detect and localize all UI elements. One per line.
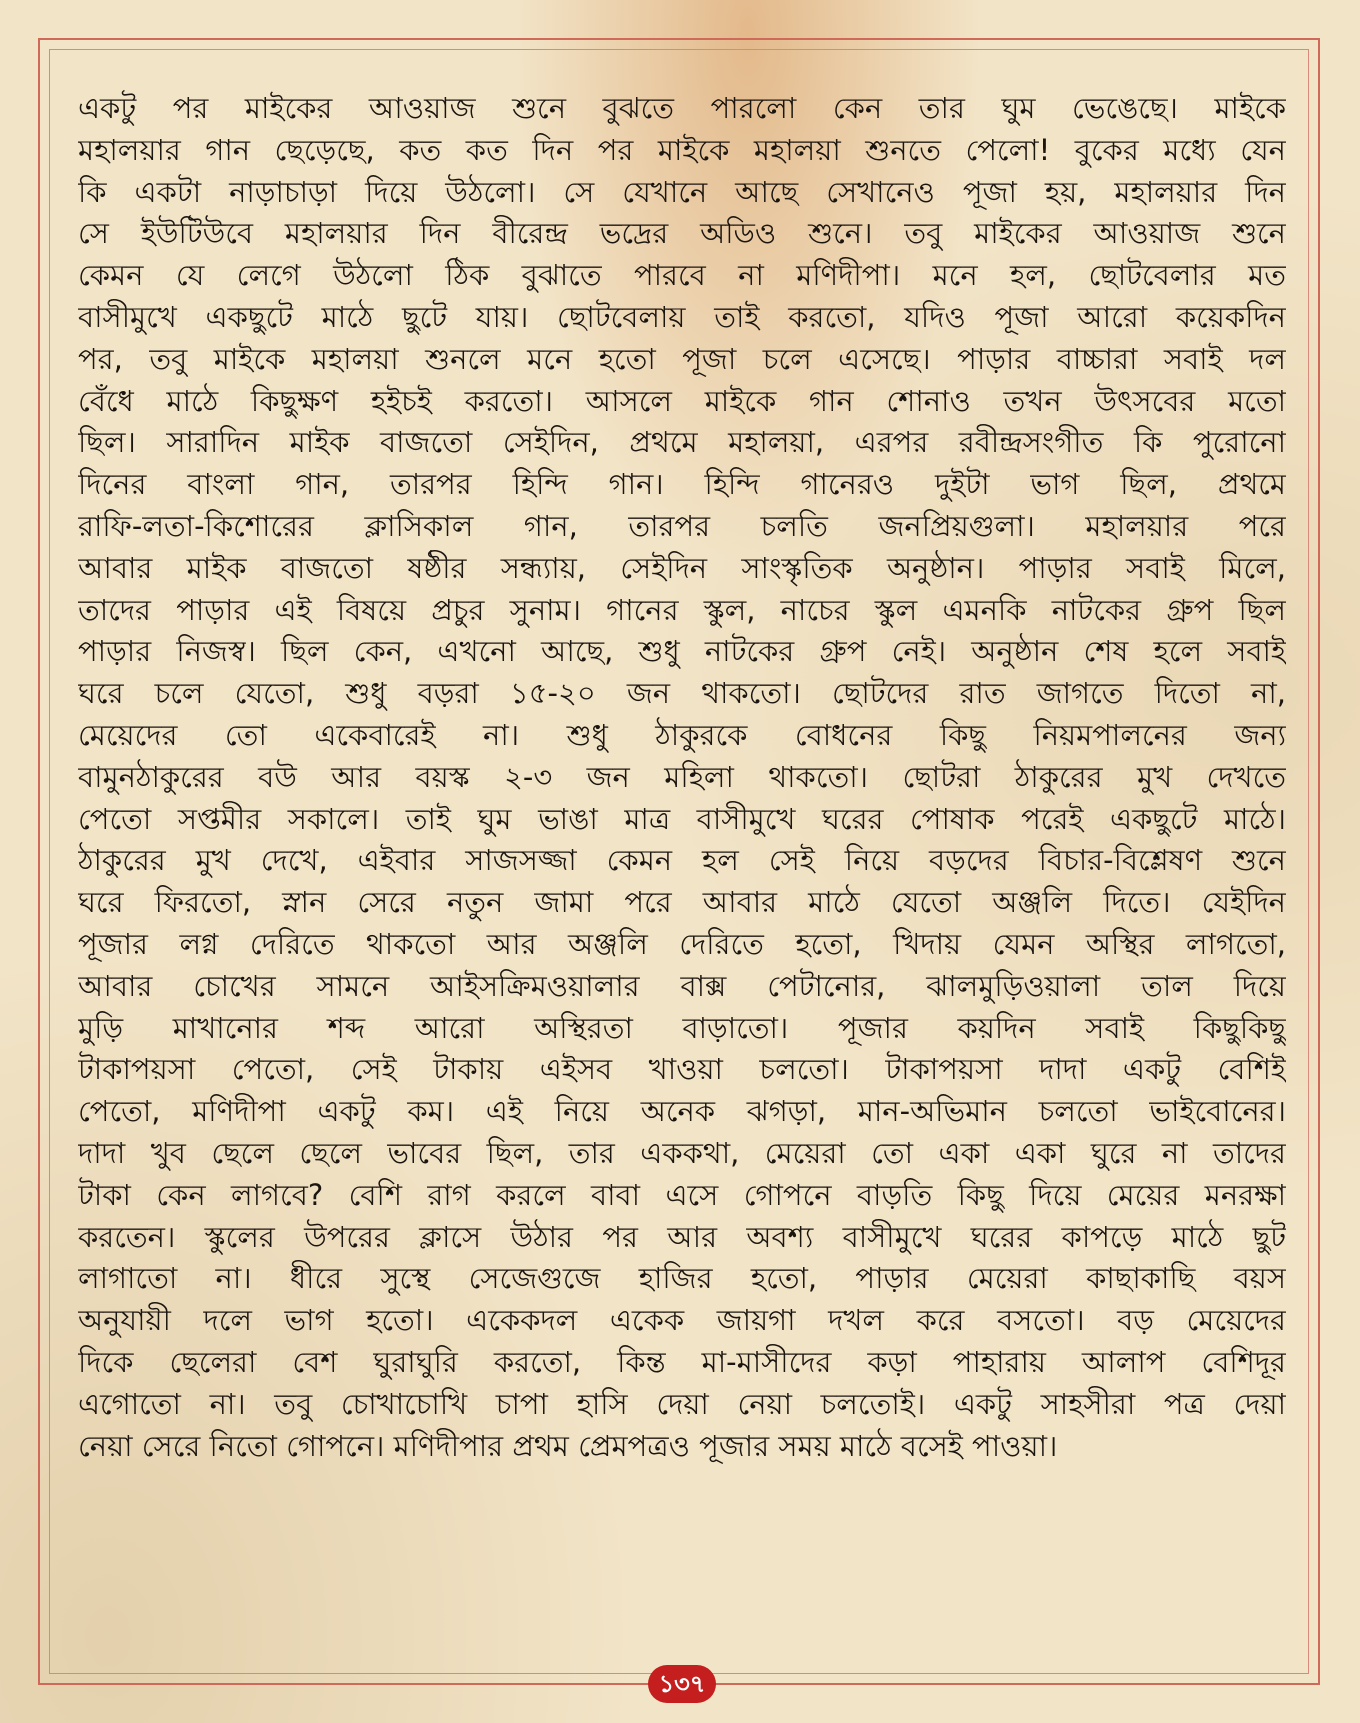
text-line: পর, তবু মাইকে মহালয়া শুনলে মনে হতো পূজা চলে এসেছে। পাড়ার বাচ্চারা সবাই দল [78,341,1286,376]
text-line: লাগাতো না। ধীরে সুস্থে সেজেগুজে হাজির হতো, পাড়ার মেয়েরা কাছাকাছি বয়স [78,1261,1286,1296]
text-line: বামুনঠাকুরের বউ আর বয়স্ক ২-৩ জন মহিলা থাকতো। ছোটরা ঠাকুরের মুখ দেখতে [78,759,1286,794]
text-line: করতেন। স্কুলের উপরের ক্লাসে উঠার পর আর অবশ্য বাসীমুখে ঘরের কাপড়ে মাঠে ছুট [78,1219,1286,1254]
text-line: ছিল। সারাদিন মাইক বাজতো সেইদিন, প্রথমে মহালয়া, এরপর রবীন্দ্রসংগীত কি পুরোনো [78,425,1286,460]
text-line: আবার মাইক বাজতো ষষ্ঠীর সন্ধ্যায়, সেইদিন সাংস্কৃতিক অনুষ্ঠান। পাড়ার সবাই মিলে, [78,550,1286,585]
text-line: রাফি-লতা-কিশোরের ক্লাসিকাল গান, তারপর চলতি জনপ্রিয়গুলা। মহালয়ার পরে [78,508,1286,543]
text-line: মহালয়ার গান ছেড়েছে, কত কত দিন পর মাইকে মহালয়া শুনতে পেলো! বুকের মধ্যে যেন [78,132,1286,167]
text-line: পেতো, মণিদীপা একটু কম। এই নিয়ে অনেক ঝগড়া, মান-অভিমান চলতো ভাইবোনের। [78,1094,1286,1129]
text-line: ঘরে ফিরতো, স্নান সেরে নতুন জামা পরে আবার মাঠে যেতো অঞ্জলি দিতে। যেইদিন [78,885,1286,920]
text-line: টাকা কেন লাগবে? বেশি রাগ করলে বাবা এসে গোপনে বাড়তি কিছু দিয়ে মেয়ের মনরক্ষা [78,1177,1286,1212]
text-line: টাকাপয়সা পেতো, সেই টাকায় এইসব খাওয়া চলতো। টাকাপয়সা দাদা একটু বেশিই [78,1052,1286,1087]
text-line: কেমন যে লেগে উঠলো ঠিক বুঝাতে পারবে না মণিদীপা। মনে হল, ছোটবেলার মত [78,258,1286,293]
text-line: আবার চোখের সামনে আইসক্রিমওয়ালার বাক্স পেটানোর, ঝালমুড়িওয়ালা তাল দিয়ে [78,968,1286,1003]
page-number: ১৩৭ [648,1665,716,1703]
text-line: দাদা খুব ছেলে ছেলে ভাবের ছিল, তার এককথা, মেয়েরা তো একা একা ঘুরে না তাদের [78,1135,1286,1170]
text-line: অনুযায়ী দলে ভাগ হতো। একেকদল একেক জায়গা দখল করে বসতো। বড় মেয়েদের [78,1303,1286,1338]
text-line: দিকে ছেলেরা বেশ ঘুরাঘুরি করতো, কিন্ত মা-মাসীদের কড়া পাহারায় আলাপ বেশিদূর [78,1344,1286,1379]
text-line: ঠাকুরের মুখ দেখে, এইবার সাজসজ্জা কেমন হল সেই নিয়ে বড়দের বিচার-বিশ্লেষণ শুনে [78,843,1286,878]
text-line: একটু পর মাইকের আওয়াজ শুনে বুঝতে পারলো কেন তার ঘুম ভেঙেছে। মাইকে [78,91,1286,125]
text-line: এগোতো না। তবু চোখাচোখি চাপা হাসি দেয়া নেয়া চলতোই। একটু সাহসীরা পত্র দেয়া [78,1386,1286,1421]
text-line: পূজার লগ্ন দেরিতে থাকতো আর অঞ্জলি দেরিতে হতো, খিদায় যেমন অস্থির লাগতো, [78,926,1286,961]
text-line: সে ইউটিউবে মহালয়ার দিন বীরেন্দ্র ভদ্রের অডিও শুনে। তবু মাইকের আওয়াজ শুনে [78,216,1286,251]
text-line: তাদের পাড়ার এই বিষয়ে প্রচুর সুনাম। গানের স্কুল, নাচের স্কুল এমনকি নাটকের গ্রুপ ছিল [78,592,1286,627]
text-line: মেয়েদের তো একেবারেই না। শুধু ঠাকুরকে বোধনের কিছু নিয়মপালনের জন্য [78,717,1286,752]
text-line: নেয়া সেরে নিতো গোপনে। মণিদীপার প্রথম প্রেমপত্রও পূজার সময় মাঠে বসেই পাওয়া। [78,1428,1058,1463]
text-line: ঘরে চলে যেতো, শুধু বড়রা ১৫-২০ জন থাকতো। ছোটদের রাত জাগতে দিতো না, [78,676,1286,711]
text-line: কি একটা নাড়াচাড়া দিয়ে উঠলো। সে যেখানে আছে সেখানেও পূজা হয়, মহালয়ার দিন [78,174,1286,209]
text-line: মুড়ি মাখানোর শব্দ আরো অস্থিরতা বাড়াতো। পূজার কয়দিন সবাই কিছুকিছু [78,1010,1286,1045]
text-line: পেতো সপ্তমীর সকালে। তাই ঘুম ভাঙা মাত্র বাসীমুখে ঘরের পোষাক পরেই একছুটে মাঠে। [78,801,1286,836]
text-line: বাসীমুখে একছুটে মাঠে ছুটে যায়। ছোটবেলায় তাই করতো, যদিও পূজা আরো কয়েকদিন [78,299,1286,334]
text-line: বেঁধে মাঠে কিছুক্ষণ হইচই করতো। আসলে মাইকে গান শোনাও তখন উৎসবের মতো [78,383,1286,418]
story-text [78,88,1286,1588]
text-line: দিনের বাংলা গান, তারপর হিন্দি গান। হিন্দি গানেরও দুইটা ভাগ ছিল, প্রথমে [78,467,1286,502]
text-line: পাড়ার নিজস্ব। ছিল কেন, এখনো আছে, শুধু নাটকের গ্রুপ নেই। অনুষ্ঠান শেষ হলে সবাই [78,634,1286,669]
